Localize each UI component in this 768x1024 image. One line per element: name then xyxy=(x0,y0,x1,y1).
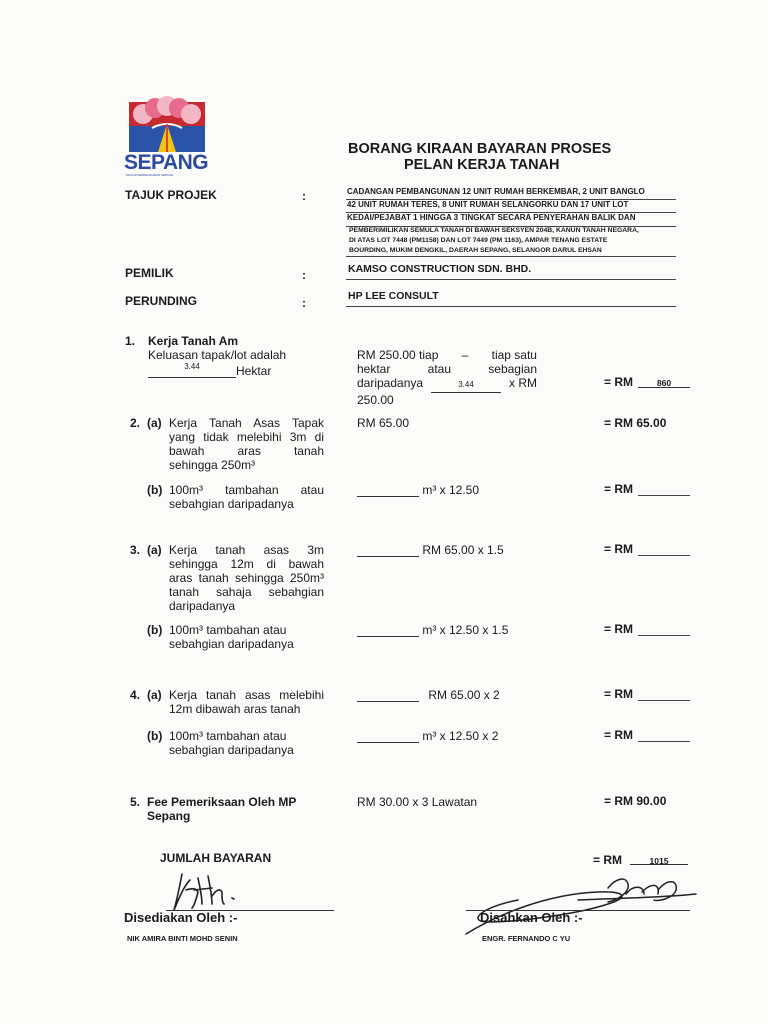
item1-total-label: = RM xyxy=(604,375,634,389)
tajuk-line-3: KEDAI/PEJABAT 1 HINGGA 3 TINGKAT SECARA PENYERAHAN BALIK DAN xyxy=(347,213,636,222)
item3-number: 3. xyxy=(130,543,141,557)
item2a-line: Kerja Tanah Asas Tapak xyxy=(169,416,324,430)
item5-line: Fee Pemeriksaan Oleh MP xyxy=(147,795,297,809)
item1-total: 860 xyxy=(656,378,672,388)
item2b-sub: (b) xyxy=(147,483,163,497)
tajuk-line-6: BOURDING, MUKIM DENGKIL, DAERAH SEPANG, SELANGOR DARUL EHSAN xyxy=(349,247,602,254)
item3a-line: tanah sahaja sebahgian xyxy=(169,585,324,599)
item4b-total-label: = RM xyxy=(604,728,634,742)
item4a-rate: RM 65.00 x 2 xyxy=(428,688,500,702)
item1-area-row xyxy=(148,361,271,378)
item2b-rate-row xyxy=(357,483,479,497)
item3a-sub: (a) xyxy=(147,543,162,557)
tajuk-line-2: 42 UNIT RUMAH TERES, 8 UNIT RUMAH SELANGORKU DAN 17 UNIT LOT xyxy=(347,200,629,209)
perunding-value: HP LEE CONSULT xyxy=(348,290,439,302)
item2a-line: bawah aras tanah xyxy=(169,444,324,458)
item2b-line: sebahgian daripadanya xyxy=(169,497,294,511)
item4b-desc xyxy=(169,729,324,757)
item1-area-value: 3.44 xyxy=(184,362,200,371)
item1-unit: Hektar xyxy=(236,364,272,378)
item4a-line: Kerja tanah asas melebihi xyxy=(169,688,324,702)
item1-rate-l1a: RM 250.00 tiap xyxy=(357,348,439,362)
item3b-desc xyxy=(169,623,324,651)
item1-rate-area: 3.44 xyxy=(458,380,474,389)
item2b-total-label: = RM xyxy=(604,482,634,496)
item1-number: 1. xyxy=(125,334,136,348)
item2a-sub: (a) xyxy=(147,416,162,430)
item5-number: 5. xyxy=(130,795,141,809)
jumlah-label: JUMLAH BAYARAN xyxy=(160,851,272,865)
item4b-rate: m³ x 12.50 x 2 xyxy=(422,729,499,743)
form-title-line1: BORANG KIRAAN BAYARAN PROSES xyxy=(348,141,612,157)
tajuk-line-1: CADANGAN PEMBANGUNAN 12 UNIT RUMAH BERKEMBAR, 2 UNIT BANGLO xyxy=(347,187,645,196)
item2b-desc xyxy=(169,483,324,511)
item3a-line: sehingga 12m di bawah xyxy=(169,557,324,571)
approved-signature xyxy=(458,864,698,944)
item2-number: 2. xyxy=(130,416,141,430)
item3b-sub: (b) xyxy=(147,623,163,637)
jumlah-total: 1015 xyxy=(649,856,669,866)
item1-rate-l1c: tiap satu xyxy=(491,348,537,362)
tajuk-colon: : xyxy=(302,189,306,203)
item2b-rate: m³ x 12.50 xyxy=(422,483,480,497)
item1-title: Kerja Tanah Am xyxy=(148,334,239,348)
item3b-rate-row xyxy=(357,623,508,637)
item1-rate-l4: 250.00 xyxy=(357,393,394,407)
item2b-blank[interactable] xyxy=(357,496,419,497)
approved-label: Disahkan Oleh :- xyxy=(480,910,583,925)
item3b-blank[interactable] xyxy=(357,636,419,637)
item1-desc: Keluasan tapak/lot adalah xyxy=(148,348,287,362)
perunding-label: PERUNDING xyxy=(125,294,198,308)
item4a-rate-row xyxy=(357,688,500,702)
sepang-logo xyxy=(124,98,209,178)
tajuk-projek-label: TAJUK PROJEK xyxy=(125,188,217,202)
tajuk-line-5: DI ATAS LOT 7448 (PM1158) DAN LOT 7449 (PM 1163), AMPAR TENANG ESTATE xyxy=(349,237,608,244)
item2a-total: = RM 65.00 xyxy=(604,416,667,430)
item4a-total-label: = RM xyxy=(604,687,634,701)
item3a-desc xyxy=(169,543,324,613)
item4a-blank[interactable] xyxy=(357,701,419,702)
item3a-rate: RM 65.00 x 1.5 xyxy=(422,543,504,557)
item4b-rate-row xyxy=(357,729,498,743)
item3b-line: 100m³ tambahan atau xyxy=(169,623,287,637)
item5-line: Sepang xyxy=(147,809,191,823)
item3b-total-label: = RM xyxy=(604,622,634,636)
prepared-signature xyxy=(168,866,248,916)
item5-rate: RM 30.00 x 3 Lawatan xyxy=(357,795,478,809)
item3a-total-label: = RM xyxy=(604,542,634,556)
item3b-rate: m³ x 12.50 x 1.5 xyxy=(422,623,509,637)
item1-rate-l2a: hektar xyxy=(357,362,391,376)
item3a-line: daripadanya xyxy=(169,599,236,613)
item4b-blank[interactable] xyxy=(357,742,419,743)
item2a-line: yang tidak melebihi 3m di xyxy=(169,430,324,444)
item1-rate xyxy=(357,348,537,407)
item1-rate-l1b: – xyxy=(461,348,469,362)
form-title-line2: PELAN KERJA TANAH xyxy=(404,157,560,173)
item3a-line: Kerja tanah asas 3m xyxy=(169,543,324,557)
perunding-colon: : xyxy=(302,296,306,310)
pemilik-colon: : xyxy=(302,268,306,282)
item2a-rate: RM 65.00 xyxy=(357,416,410,430)
item4b-sub: (b) xyxy=(147,729,163,743)
item5-total: = RM 90.00 xyxy=(604,794,667,808)
tajuk-line-4: PEMBERIMILIKAN SEMULA TANAH DI BAWAH SEKSYEN 204B, KANUN TANAH NEGARA, xyxy=(349,227,639,234)
item5-desc xyxy=(147,795,296,823)
pemilik-label: PEMILIK xyxy=(125,266,174,280)
item2a-line: sehingga 250m³ xyxy=(169,458,256,472)
logo-name: SEPANG xyxy=(124,151,209,174)
item3b-line: sebahgian daripadanya xyxy=(169,637,294,651)
item3a-blank[interactable] xyxy=(357,556,419,557)
approved-name: ENGR. FERNANDO C YU xyxy=(482,934,571,943)
item3a-rate-row xyxy=(357,543,504,557)
item3a-line: aras tanah sehingga 250m³ xyxy=(169,571,324,585)
item4b-line: 100m³ tambahan atau xyxy=(169,729,287,743)
item4a-sub: (a) xyxy=(147,688,162,702)
item1-rate-l2c: sebagian xyxy=(488,362,537,376)
item4a-line: 12m dibawah aras tanah xyxy=(169,702,301,716)
item4-number: 4. xyxy=(130,688,141,702)
item2b-line: 100m³ tambahan atau xyxy=(169,483,324,497)
item4b-line: sebahgian daripadanya xyxy=(169,743,294,757)
pemilik-value: KAMSO CONSTRUCTION SDN. BHD. xyxy=(348,263,532,275)
item1-rate-l3b: x RM xyxy=(509,376,537,390)
item1-rate-l3a: daripadanya xyxy=(357,376,424,390)
jumlah-total-label: = RM xyxy=(593,853,623,867)
item2a-desc xyxy=(169,416,324,472)
item4a-desc xyxy=(169,688,324,716)
item1-rate-l2b: atau xyxy=(427,362,451,376)
prepared-name: NIK AMIRA BINTI MOHD SENIN xyxy=(127,934,238,943)
logo-tagline: MAJLIS PERBANDARAN SEPANG xyxy=(126,173,174,177)
prepared-label: Disediakan Oleh :- xyxy=(124,910,238,925)
